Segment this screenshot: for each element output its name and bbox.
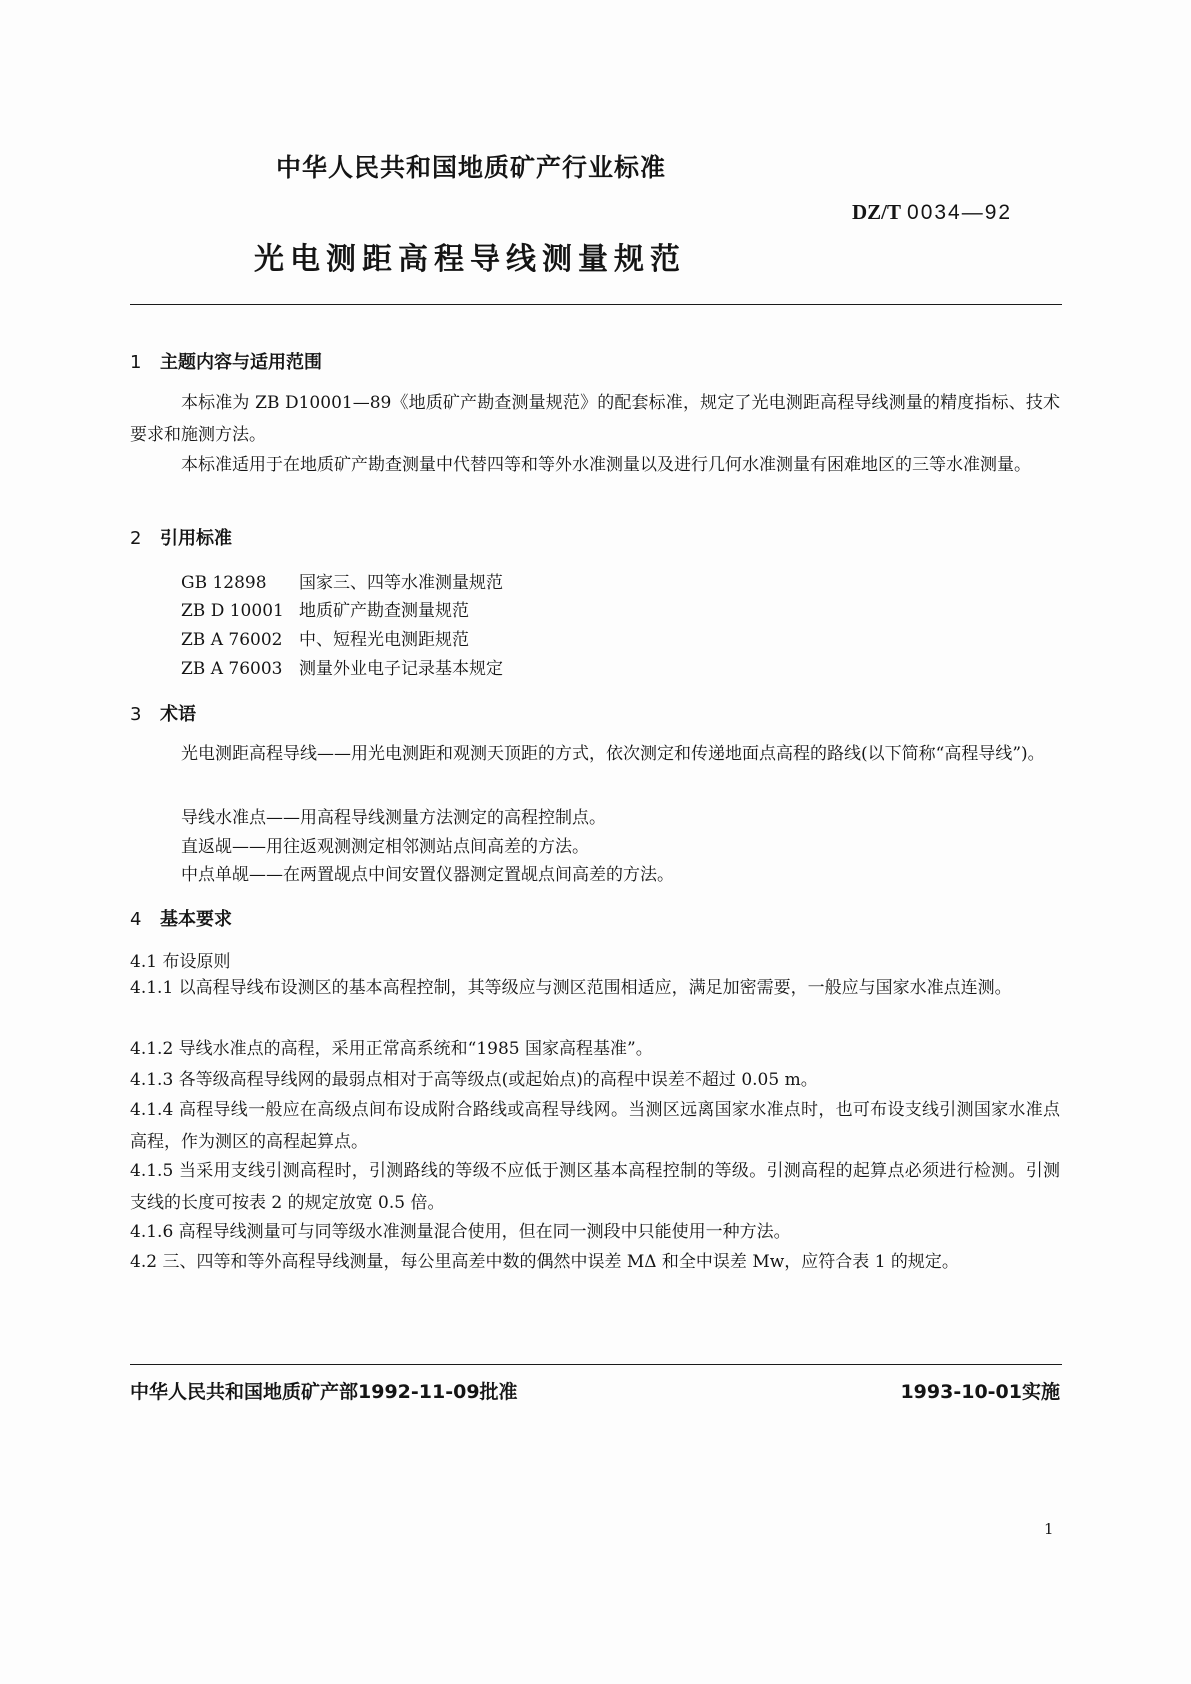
clause-4-1-5: 4.1.5 当采用支线引测高程时，引测路线的等级不应低于测区基本高程控制的等级。引测高程的起算点必须进行检测。引测支线的长度可按表 2 的规定放宽 0.5 倍。 <box>130 1161 1060 1213</box>
reference-code: ZB D 10001 <box>181 601 284 621</box>
section-1-paragraph-2: 本标准适用于在地质矿产勘查测量中代替四等和等外水准测量以及进行几何水准测量有困难地区的三等水准测量。 <box>181 455 1031 475</box>
reference-name: 国家三、四等水准测量规范 <box>299 573 503 593</box>
section-1-title: 主题内容与适用范围 <box>160 352 322 373</box>
reference-name: 地质矿产勘查测量规范 <box>299 601 469 621</box>
page-number: 1 <box>1044 1520 1054 1538</box>
section-3-title: 术语 <box>160 704 196 725</box>
section-2-number: 2 <box>130 528 142 549</box>
reference-name: 测量外业电子记录基本规定 <box>299 659 503 679</box>
term-definition: 中点单觇——在两置觇点中间安置仪器测定置觇点间高差的方法。 <box>181 865 674 885</box>
section-4-heading <box>130 905 232 931</box>
clause-4-1-2: 4.1.2 导线水准点的高程，采用正常高系统和“1985 国家高程基准”。 <box>130 1039 653 1059</box>
section-2-title: 引用标准 <box>160 528 232 549</box>
reference-item <box>181 596 469 621</box>
section-1-number: 1 <box>130 352 142 373</box>
issuing-organization: 中华人民共和国地质矿产行业标准 <box>276 153 667 182</box>
term-definition: 导线水准点——用高程导线测量方法测定的高程控制点。 <box>181 808 606 828</box>
section-1-heading <box>130 348 322 374</box>
reference-item <box>181 654 503 679</box>
clause-4-2: 4.2 三、四等和等外高程导线测量，每公里高差中数的偶然中误差 MΔ 和全中误差 Mw，应符合表 1 的规定。 <box>130 1252 959 1272</box>
section-4-title: 基本要求 <box>160 909 232 930</box>
reference-code: ZB A 76003 <box>181 659 283 679</box>
reference-code: GB 12898 <box>181 573 267 593</box>
reference-code: ZB A 76002 <box>181 630 283 650</box>
standard-code-prefix: DZ/T <box>852 200 902 224</box>
standard-code <box>852 200 1012 225</box>
clause-4-1-4: 4.1.4 高程导线一般应在高级点间布设成附合路线或高程导线网。当测区远离国家水准点时，也可布设支线引测国家水准点高程，作为测区的高程起算点。 <box>130 1100 1060 1152</box>
clause-4-1-1: 4.1.1 以高程导线布设测区的基本高程控制，其等级应与测区范围相适应，满足加密需要，一般应与国家水准点连测。 <box>130 978 1012 998</box>
reference-name: 中、短程光电测距规范 <box>299 630 469 650</box>
section-2-heading <box>130 524 232 550</box>
footer-divider <box>130 1364 1062 1365</box>
standard-code-number: 0034—92 <box>907 201 1013 224</box>
clause-4-1-3: 4.1.3 各等级高程导线网的最弱点相对于高等级点(或起始点)的高程中误差不超过 0.05 m。 <box>130 1070 818 1090</box>
clause-4-1: 4.1 布设原则 <box>130 952 231 972</box>
reference-item <box>181 568 503 593</box>
document-title: 光电测距高程导线测量规范 <box>254 242 686 277</box>
term-definition: 直返觇——用往返观测测定相邻测站点间高差的方法。 <box>181 837 589 857</box>
term-definition: 光电测距高程导线——用光电测距和观测天顶距的方式，依次测定和传递地面点高程的路线(以下简称“高程导线”)。 <box>181 744 1045 764</box>
section-3-number: 3 <box>130 704 142 725</box>
header-divider <box>130 304 1062 305</box>
section-1-paragraph-1: 本标准为 ZB D10001—89《地质矿产勘查测量规范》的配套标准，规定了光电测距高程导线测量的精度指标、技术要求和施测方法。 <box>130 393 1060 445</box>
approval-note: 中华人民共和国地质矿产部1992-11-09批准 <box>130 1381 518 1403</box>
section-4-number: 4 <box>130 909 142 930</box>
section-3-heading <box>130 700 196 726</box>
clause-4-1-6: 4.1.6 高程导线测量可与同等级水准测量混合使用，但在同一测段中只能使用一种方法。 <box>130 1222 791 1242</box>
reference-item <box>181 625 469 650</box>
effective-date: 1993-10-01实施 <box>900 1381 1060 1403</box>
